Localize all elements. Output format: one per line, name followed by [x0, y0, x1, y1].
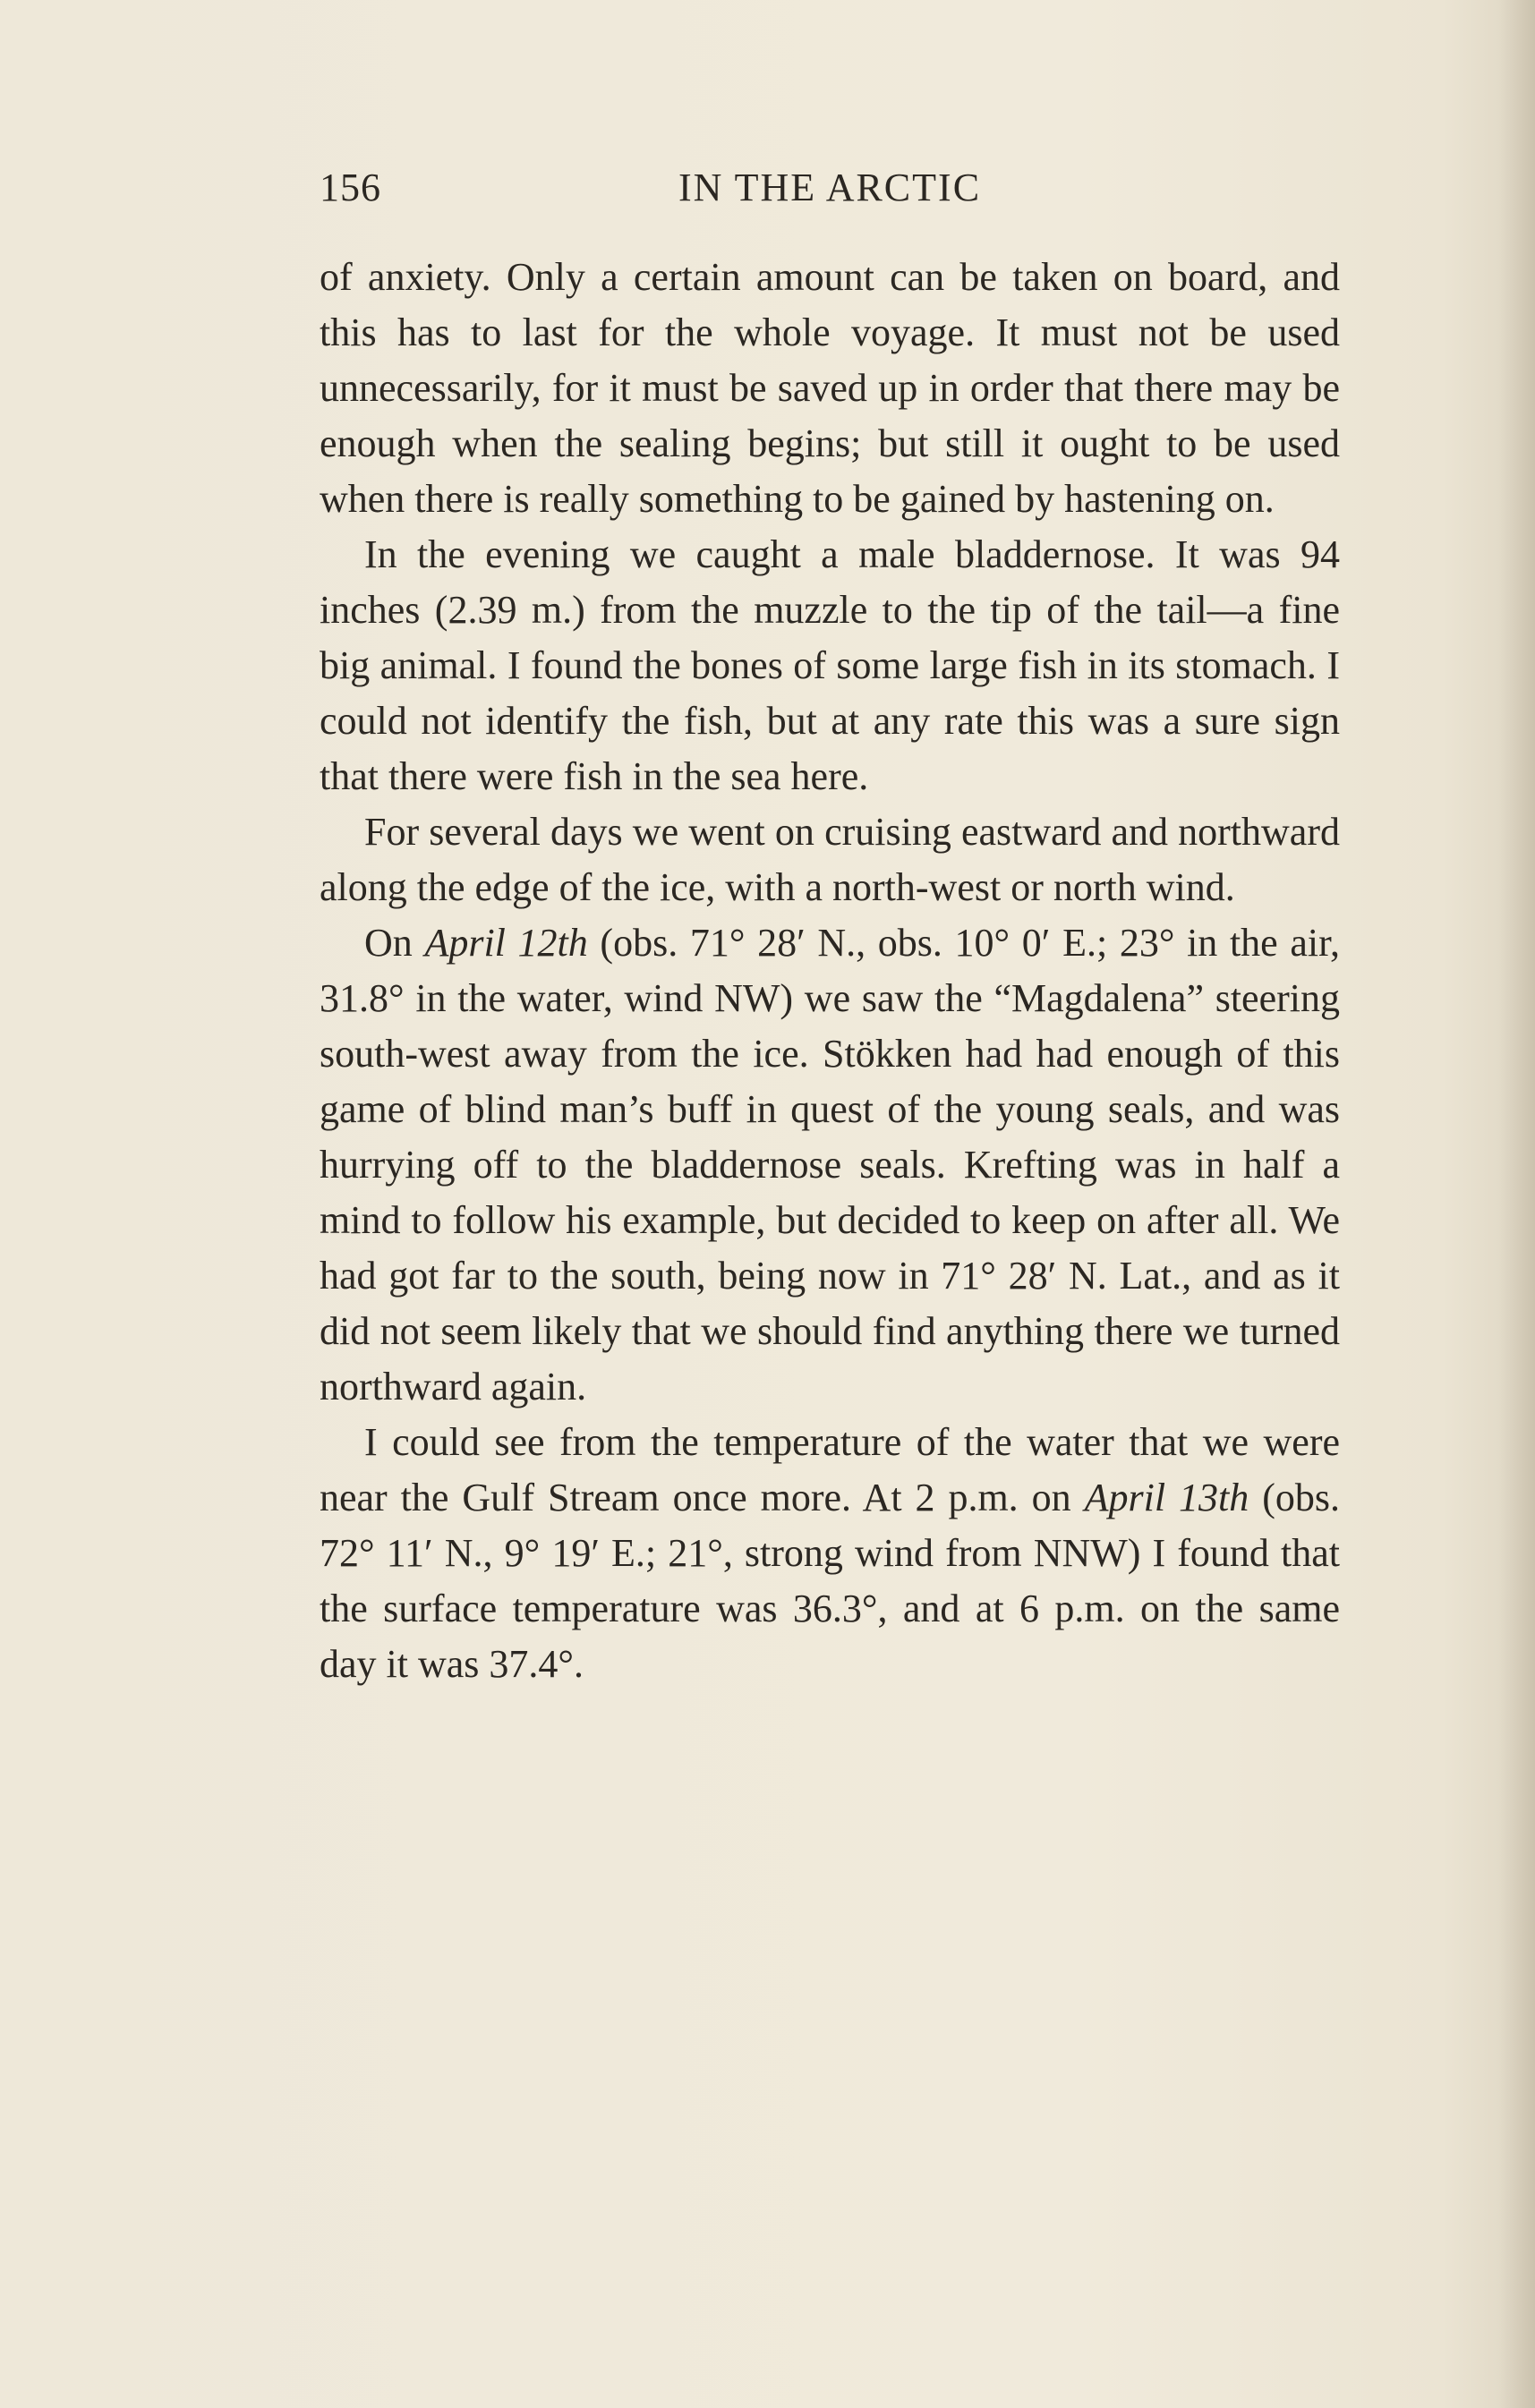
paragraph-4 — [320, 915, 1340, 1415]
paragraph-5-rest: (obs. 72° 11′ N., 9° 19′ E.; 21°, strong wind from NNW) I found that the surface temperature was 36.3°, and at 6 p.m. on the same day it was 37.4°. — [320, 1476, 1340, 1686]
page-header — [320, 165, 1340, 218]
paragraph-4-lead: On — [364, 921, 425, 965]
paragraph-4-date: April 12th — [424, 921, 588, 965]
running-head: IN THE ARCTIC — [678, 166, 982, 209]
page-number: 156 — [320, 166, 381, 209]
paragraph-1: of anxiety. Only a certain amount can be taken on board, and this has to last for the whole voyage. It must not be used unnecessarily, for it must be saved up in order that there may be enough when the sealing begins; but still it ought to be used when there is really something to be gained by hastening on. — [320, 255, 1340, 521]
paragraph-2: In the evening we caught a male bladdernose. It was 94 inches (2.39 m.) from the muzzle to the tip of the tail—a fine big animal. I found the bones of some large fish in its stomach. I could not identify the fish, but at any rate this was a sure sign that there were fish in the sea here. — [320, 532, 1340, 798]
page-edge-shadow — [1499, 0, 1535, 2408]
body-text — [320, 250, 1340, 1692]
paragraph-5 — [320, 1415, 1340, 1692]
paragraph-3: For several days we went on cruising eastward and northward along the edge of the ice, with a north-west or north wind. — [320, 810, 1340, 909]
paragraph-5-date: April 13th — [1084, 1476, 1249, 1519]
paragraph-4-rest: (obs. 71° 28′ N., obs. 10° 0′ E.; 23° in the air, 31.8° in the water, wind NW) we saw the “Magdalena” steering south-west away from the ice. Stökken had had enough of this game of blind man’s buff in quest of the young seals, and was hurrying off to the bladdernose seals. Krefting was in half a mind to follow his example, but decided to keep on after all. We had got far to the south, being now in 71° 28′ N. Lat., and as it did not seem likely that we should find anything there we turned northward again. — [320, 921, 1340, 1408]
paragraph-5-lead: I could see from the temperature of the water that we were near the Gulf Stream once more. At 2 p.m. on — [320, 1420, 1340, 1519]
